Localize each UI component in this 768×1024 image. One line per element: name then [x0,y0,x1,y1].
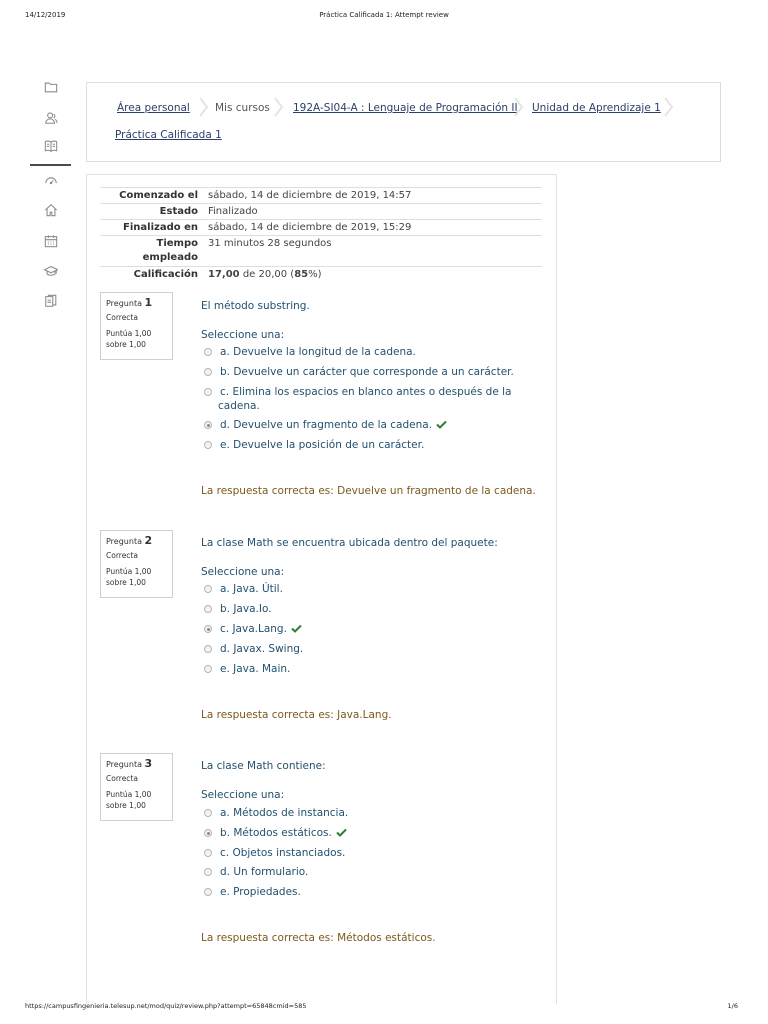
option-label: a. Métodos de instancia. [220,807,349,819]
home-icon[interactable] [30,200,71,220]
breadcrumb-course[interactable]: 192A-SI04-A : Lenguaje de Programación II [293,102,518,114]
option-label: d. Devuelve un fragmento de la cadena. [220,419,433,431]
question-text-3: La clase Math contiene: [201,760,326,772]
chevron-right-icon [664,97,674,117]
option-label: b. Devuelve un carácter que corresponde a un carácter. [220,366,514,378]
check-icon [336,827,347,836]
grade-label: Calificación [133,269,198,280]
check-icon [436,419,447,428]
radio-button[interactable] [204,888,212,896]
dashboard-icon[interactable] [30,170,71,190]
question-number: 1 [144,296,153,309]
question-word: Pregunta [106,299,142,308]
radio-button[interactable] [204,665,212,673]
radio-button[interactable] [204,441,212,449]
print-date: 14/12/2019 [25,11,66,19]
option-label: e. Java. Main. [220,663,291,675]
state-label: Estado [159,206,198,217]
print-title: Práctica Calificada 1: Attempt review [319,11,449,19]
radio-button[interactable] [204,605,212,613]
summary-row-state [100,203,542,219]
chevron-right-icon [199,97,209,117]
question-state: Correcta [106,551,138,560]
folder-icon[interactable] [30,77,71,97]
started-value: sábado, 14 de diciembre de 2019, 14:57 [208,190,412,201]
radio-button-checked[interactable] [204,625,212,633]
option-label: a. Java. Útil. [220,583,283,595]
summary-row-time [100,235,542,266]
finished-label: Finalizado en [123,222,198,233]
radio-button[interactable] [204,645,212,653]
question-info-3 [100,753,173,821]
time-label-line2: empleado [142,252,198,263]
option-label: b. Métodos estáticos. [220,827,332,839]
chevron-right-icon [274,97,284,117]
users-icon[interactable] [30,108,71,128]
option-label: a. Devuelve la longitud de la cadena. [220,346,416,358]
time-label-line1: Tiempo [156,238,198,249]
question-prompt-3: Seleccione una: [201,789,285,801]
started-label: Comenzado el [119,190,198,201]
question-points: Puntúa 1,00 [106,329,152,338]
state-value: Finalizado [208,206,258,217]
breadcrumb-quiz[interactable]: Práctica Calificada 1 [115,129,222,141]
question-text-1: El método substring. [201,300,310,312]
radio-button-checked[interactable] [204,421,212,429]
option-label-line2: cadena. [218,400,260,412]
grade-percent: 85 [294,269,309,280]
question-points: Puntúa 1,00 [106,567,152,576]
question-word: Pregunta [106,760,142,769]
print-footer [0,1002,768,1014]
summary-row-grade [100,266,542,282]
question-info-2 [100,530,173,598]
question-prompt-2: Seleccione una: [201,566,285,578]
print-url: https://campusfingenieria.telesup.net/mod/quiz/review.php?attempt=65848cmid=585 [25,1002,307,1010]
option-label: e. Devuelve la posición de un carácter. [220,439,425,451]
option-label: c. Java.Lang. [220,623,287,635]
breadcrumb [86,82,721,162]
option-label: d. Un formulario. [220,866,309,878]
finished-value: sábado, 14 de diciembre de 2019, 15:29 [208,222,412,233]
question-points: Puntúa 1,00 [106,790,152,799]
chevron-right-icon [514,97,524,117]
option-label-line1: c. Elimina los espacios en blanco antes o después de la [220,386,512,398]
grade-end: %) [308,269,322,280]
grade-score: 17,00 [208,269,240,280]
grade-value [208,268,322,282]
question-state: Correcta [106,774,138,783]
radio-button[interactable] [204,585,212,593]
time-label [100,237,198,265]
question-number: 3 [144,757,153,770]
correct-answer-feedback-1: La respuesta correcta es: Devuelve un fragmento de la cadena. [201,485,536,497]
question-state: Correcta [106,313,138,322]
question-info-1 [100,292,173,360]
breadcrumb-unit[interactable]: Unidad de Aprendizaje 1 [532,102,661,114]
breadcrumb-home[interactable]: Área personal [117,102,190,114]
option-label: d. Javax. Swing. [220,643,304,655]
graduation-cap-icon[interactable] [30,261,71,281]
radio-button[interactable] [204,868,212,876]
question-points-max: sobre 1,00 [106,801,146,810]
radio-button[interactable] [204,849,212,857]
question-points-max: sobre 1,00 [106,578,146,587]
nav-divider [30,164,71,166]
book-icon[interactable] [30,136,71,156]
correct-answer-feedback-3: La respuesta correcta es: Métodos estáticos. [201,932,436,944]
grade-mid: de 20,00 ( [239,269,295,280]
files-icon[interactable] [30,291,71,311]
radio-button[interactable] [204,388,212,396]
question-number: 2 [144,534,153,547]
question-prompt-1: Seleccione una: [201,329,285,341]
radio-button[interactable] [204,809,212,817]
summary-row-finished [100,219,542,235]
option-label: c. Objetos instanciados. [220,847,346,859]
calendar-icon[interactable] [30,231,71,251]
option-label: b. Java.Io. [220,603,272,615]
option-label [220,385,511,413]
radio-button[interactable] [204,348,212,356]
summary-row-started [100,187,542,203]
question-word: Pregunta [106,537,142,546]
radio-button-checked[interactable] [204,829,212,837]
breadcrumb-my-courses: Mis cursos [215,102,270,114]
print-header [0,11,768,23]
print-page-number: 1/6 [727,1002,738,1010]
option-label: e. Propiedades. [220,886,301,898]
radio-button[interactable] [204,368,212,376]
check-icon [291,623,302,632]
question-points-max: sobre 1,00 [106,340,146,349]
time-value: 31 minutos 28 segundos [208,238,332,249]
correct-answer-feedback-2: La respuesta correcta es: Java.Lang. [201,709,392,721]
question-text-2: La clase Math se encuentra ubicada dentro del paquete: [201,537,498,549]
